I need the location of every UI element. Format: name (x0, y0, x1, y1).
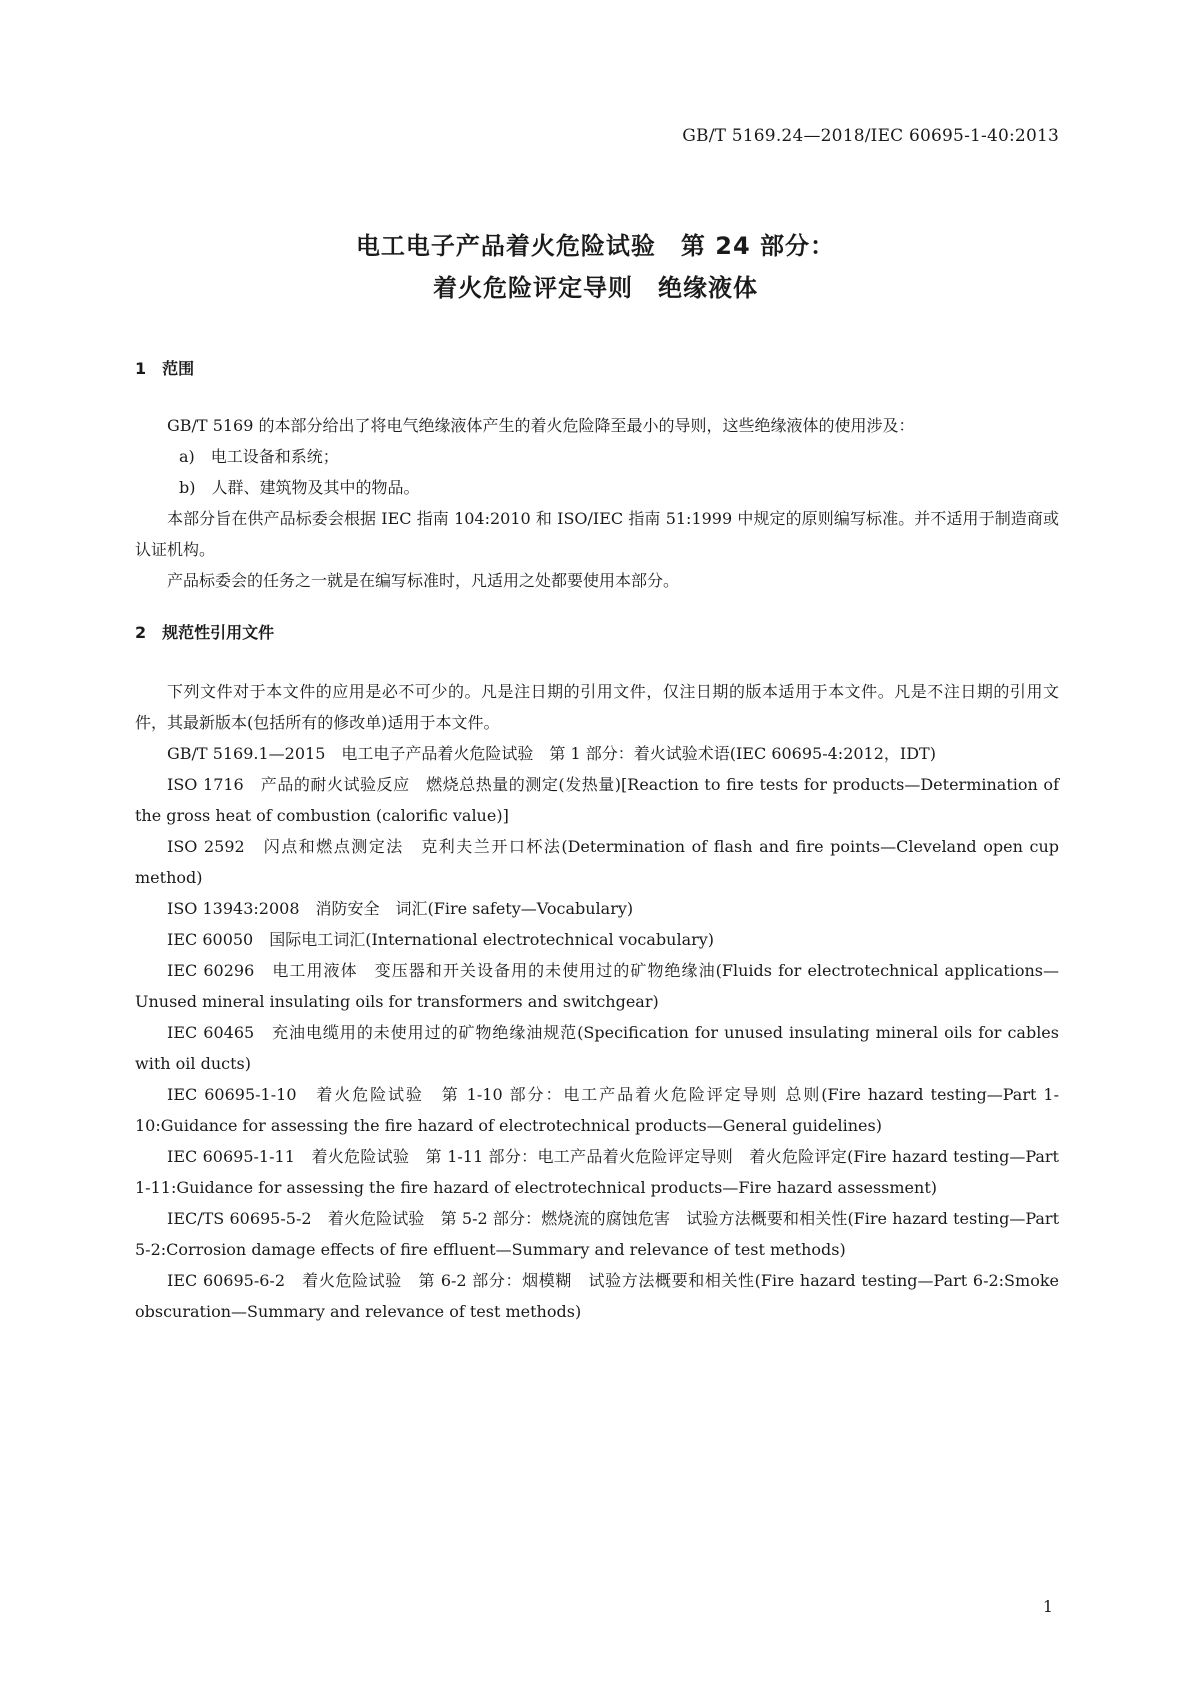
references-intro-paragraph: 下列文件对于本文件的应用是必不可少的。凡是注日期的引用文件，仅注日期的版本适用于本文件。凡是不注日期的引用文件，其最新版本(包括所有的修改单)适用于本文件。 (135, 682, 1059, 732)
section-heading-normative-references: 2 规范性引用文件 (135, 623, 275, 642)
reference-entry: IEC 60695-6-2 着火危险试验 第 6-2 部分：烟模糊 试验方法概要和相关性(Fire hazard testing—Part 6-2:Smoke obscuration—Summary and relevance of test methods) (135, 1271, 1059, 1321)
document-body (135, 359, 1059, 1327)
reference-entry: IEC/TS 60695-5-2 着火危险试验 第 5-2 部分：燃烧流的腐蚀危害 试验方法概要和相关性(Fire hazard testing—Part 5-2:Corrosion damage effects of fire effluent—Summary and relevance of test methods) (135, 1209, 1059, 1259)
title-line-1: 电工电子产品着火危险试验 第 24 部分： (355, 232, 836, 260)
scope-paragraph-1: GB/T 5169 的本部分给出了将电气绝缘液体产生的着火危险降至最小的导则，这些绝缘液体的使用涉及： (167, 416, 915, 435)
scope-section-body (135, 410, 1059, 596)
reference-entry: IEC 60050 国际电工词汇(International electrotechnical vocabulary) (167, 930, 715, 949)
page-number: 1 (1042, 1597, 1053, 1616)
reference-entry: IEC 60296 电工用液体 变压器和开关设备用的未使用过的矿物绝缘油(Fluids for electrotechnical applications—Unused mineral insulating oils for transformers and switchgear) (135, 961, 1059, 1011)
reference-entry: IEC 60695-1-11 着火危险试验 第 1-11 部分：电工产品着火危险评定导则 着火危险评定(Fire hazard testing—Part 1-11:Guidance for assessing the fire hazard of electrotechnical products—Fire hazard assessment) (135, 1147, 1059, 1197)
reference-entry: IEC 60465 充油电缆用的未使用过的矿物绝缘油规范(Specification for unused insulating mineral oils for cables with oil ducts) (135, 1023, 1059, 1073)
standard-code-header: GB/T 5169.24—2018/IEC 60695-1-40:2013 (682, 126, 1059, 146)
reference-entry: ISO 1716 产品的耐火试验反应 燃烧总热量的测定(发热量)[Reaction to fire tests for products—Determination of the gross heat of combustion (calorific value)] (135, 775, 1059, 825)
title-line-2: 着火危险评定导则 绝缘液体 (433, 274, 758, 302)
reference-entry: ISO 13943:2008 消防安全 词汇(Fire safety—Vocabulary) (167, 899, 634, 918)
reference-entry: IEC 60695-1-10 着火危险试验 第 1-10 部分：电工产品着火危险评定导则 总则(Fire hazard testing—Part 1-10:Guidance for assessing the fire hazard of electrotechnical products—General guidelines) (135, 1085, 1059, 1135)
scope-list-item-a: a) 电工设备和系统； (179, 447, 339, 466)
document-title (0, 225, 1191, 309)
section-heading-scope: 1 范围 (135, 359, 195, 378)
normative-references-body (135, 676, 1059, 1327)
scope-paragraph-2: 本部分旨在供产品标委会根据 IEC 指南 104:2010 和 ISO/IEC 指南 51:1999 中规定的原则编写标准。并不适用于制造商或认证机构。 (135, 509, 1059, 559)
reference-entry: ISO 2592 闪点和燃点测定法 克利夫兰开口杯法(Determination of flash and fire points—Cleveland open cup method) (135, 837, 1059, 887)
scope-paragraph-3: 产品标委会的任务之一就是在编写标准时，凡适用之处都要使用本部分。 (167, 571, 680, 590)
reference-entry: GB/T 5169.1—2015 电工电子产品着火危险试验 第 1 部分：着火试验术语(IEC 60695-4:2012，IDT) (167, 744, 936, 763)
scope-list-item-b: b) 人群、建筑物及其中的物品。 (179, 478, 420, 497)
